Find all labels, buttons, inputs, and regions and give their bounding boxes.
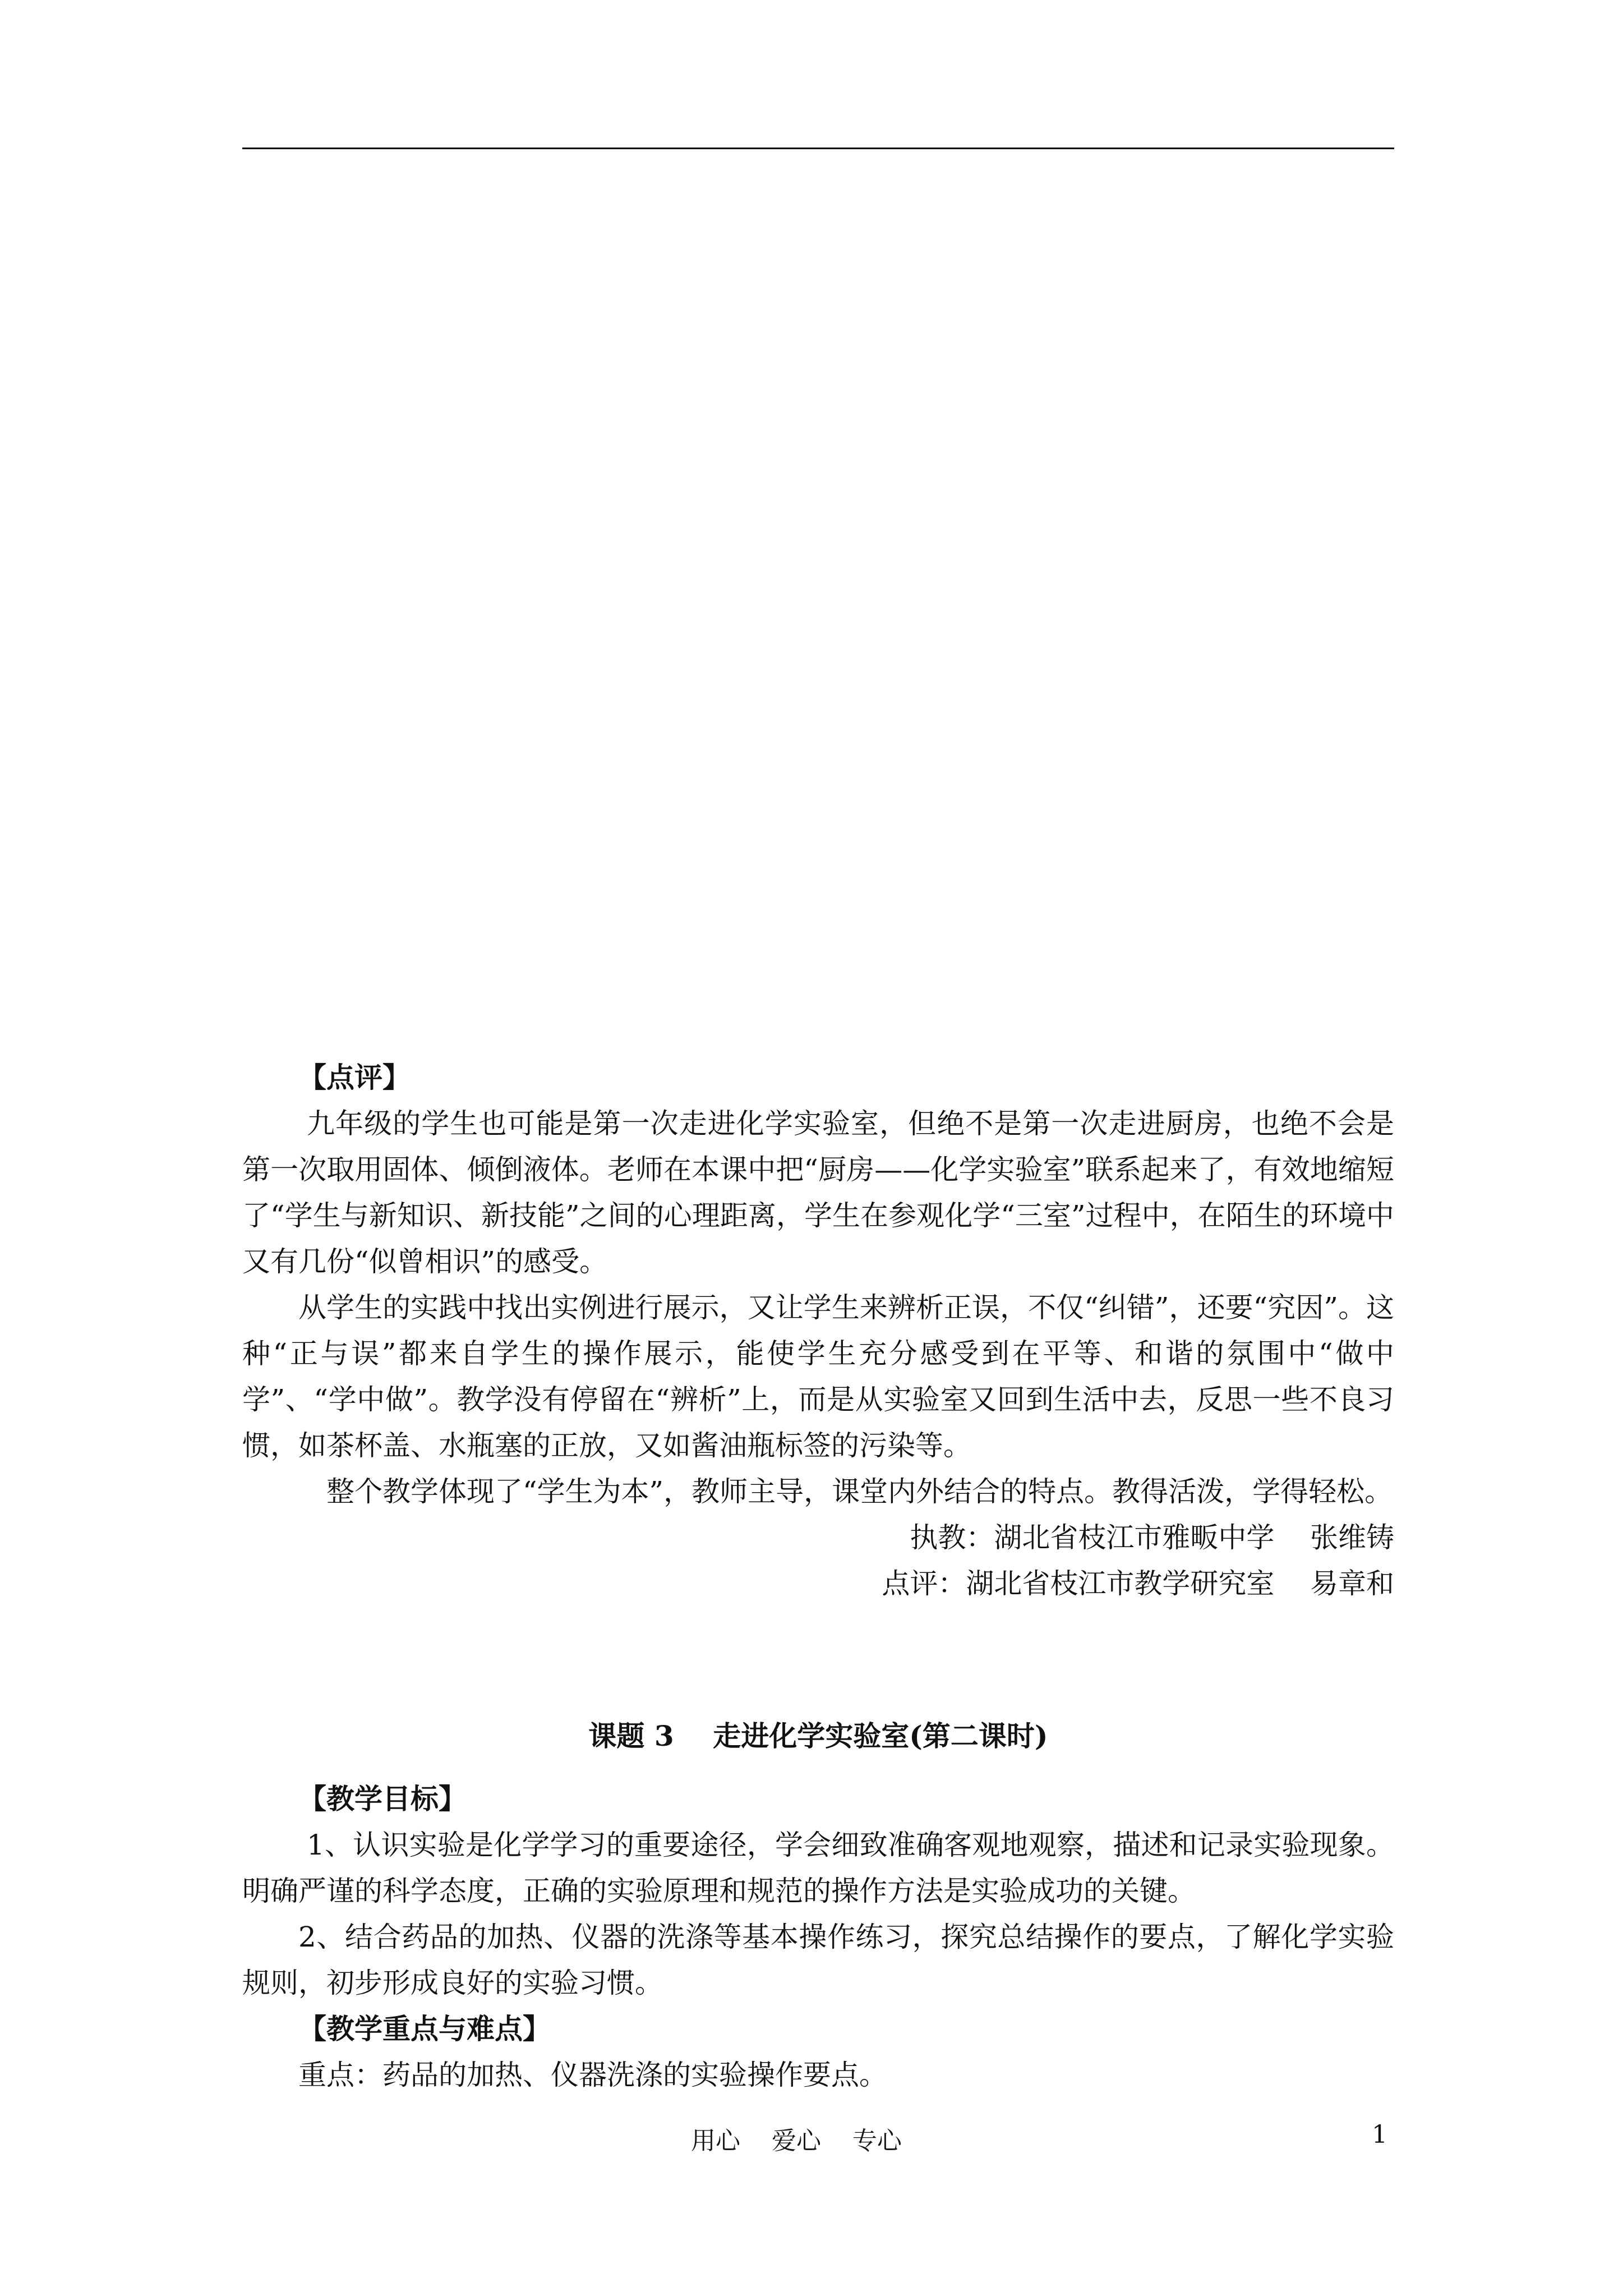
page-content [242,1055,1394,2098]
page-footer [0,2120,1623,2154]
review-paragraph-1: 九年级的学生也可能是第一次走进化学实验室，但绝不是第一次走进厨房，也绝不会是第一次取用固体、倾倒液体。老师在本课中把“厨房——化学实验室”联系起来了，有效地缩短了“学生与新知识、新技能”之间的心理距离，学生在参观化学“三室”过程中，在陌生的环境中又有几份“似曾相识”的感受。 [242,1107,1394,1278]
teacher-signature: 执教：湖北省枝江市雅畈中学 张维铸 [910,1521,1394,1554]
title-gap [242,1759,1394,1776]
reviewer-signature: 点评：湖北省枝江市教学研究室 易章和 [882,1567,1394,1600]
key-point: 重点：药品的加热、仪器洗涤的实验操作要点。 [298,2059,887,2091]
goals-heading: 【教学目标】 [298,1782,467,1815]
review-heading: 【点评】 [298,1061,411,1094]
goal-2: 2、结合药品的加热、仪器的洗涤等基本操作练习，探究总结操作的要点，了解化学实验规则，初步形成良好的实验习惯。 [242,1921,1394,1999]
key-points-heading: 【教学重点与难点】 [298,2012,551,2045]
goal-1: 1、认识实验是化学学习的重要途径，学会细致准确客观地观察，描述和记录实验现象。明确严谨的科学态度，正确的实验原理和规范的操作方法是实验成功的关键。 [242,1829,1394,1907]
footer-motto: 用心 爱心 专心 [691,2127,902,2155]
review-paragraph-3: 整个教学体现了“学生为本”，教师主导，课堂内外结合的特点。教得活泼，学得轻松。 [326,1475,1393,1508]
page-number: 1 [1372,2120,1387,2149]
review-paragraph-2: 从学生的实践中找出实例进行展示，又让学生来辨析正误，不仅“纠错”，还要“究因”。这种“正与误”都来自学生的操作展示，能使学生充分感受到在平等、和谐的氛围中“做中学”、“学中做”。教学没有停留在“辨析”上，而是从实验室又回到生活中去，反思一些不良习惯，如茶杯盖、水瓶塞的正放，又如酱油瓶标签的污染等。 [242,1291,1394,1462]
lesson-title: 课题 3 走进化学实验室(第二课时) [588,1719,1048,1752]
header-rule [242,148,1394,149]
section-gap [242,1607,1394,1713]
